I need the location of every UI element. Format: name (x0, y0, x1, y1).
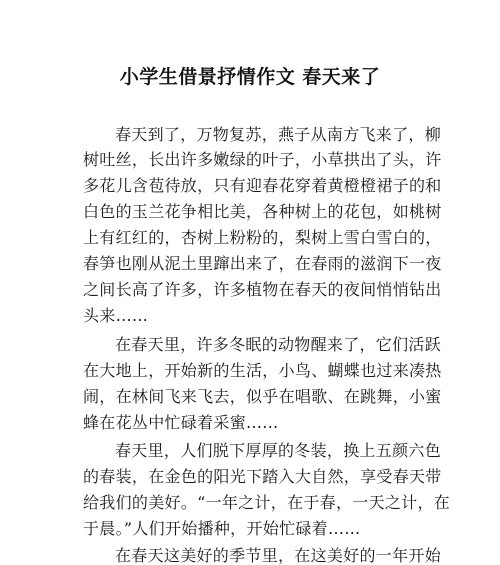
paragraph-line: 之间长高了许多，许多植物在春天的夜间悄悄钻出 (83, 280, 442, 299)
paragraph-line: 在春天这美好的季节里，在这美好的一年开始 (115, 546, 442, 565)
paragraph-line: 于晨。”人们开始播种，开始忙碌着…… (83, 519, 361, 538)
paragraph-line: 多花儿含苞待放，只有迎春花穿着黄橙橙裙子的和 (83, 176, 442, 195)
paragraph-line: 头来…… (83, 306, 149, 325)
paragraph-line: 在大地上，开始新的生活，小鸟、蝴蝶也过来凑热 (83, 361, 442, 380)
paragraph-line: 的春装，在金色的阳光下踏入大自然，享受春天带 (83, 467, 442, 486)
paragraph-line: 在春天里，许多冬眠的动物醒来了，它们活跃 (115, 335, 442, 354)
paragraph-line: 蜂在花丛中忙碌着采蜜…… (83, 413, 279, 432)
paragraph-line: 春天里，人们脱下厚厚的冬装，换上五颜六色 (115, 441, 442, 460)
paragraph-line: 闹，在林间飞来飞去，似乎在唱歌、在跳舞，小蜜 (83, 387, 442, 406)
paragraph-line: 给我们的美好。“一年之计，在于春，一天之计，在 (83, 493, 451, 512)
paragraph-line: 白色的玉兰花争相比美，各种树上的花包，如桃树 (83, 202, 442, 221)
document-title: 小学生借景抒情作文 春天来了 (119, 66, 381, 88)
paragraph-line: 春笋也刚从泥土里蹿出来了，在春雨的滋润下一夜 (83, 254, 442, 273)
paragraph-line: 上有红红的，杏树上粉粉的，梨树上雪白雪白的， (83, 228, 442, 247)
paragraph-line: 树吐丝，长出许多嫩绿的叶子，小草拱出了头，许 (83, 150, 442, 169)
paragraph-line: 春天到了，万物复苏，燕子从南方飞来了，柳 (115, 125, 442, 144)
